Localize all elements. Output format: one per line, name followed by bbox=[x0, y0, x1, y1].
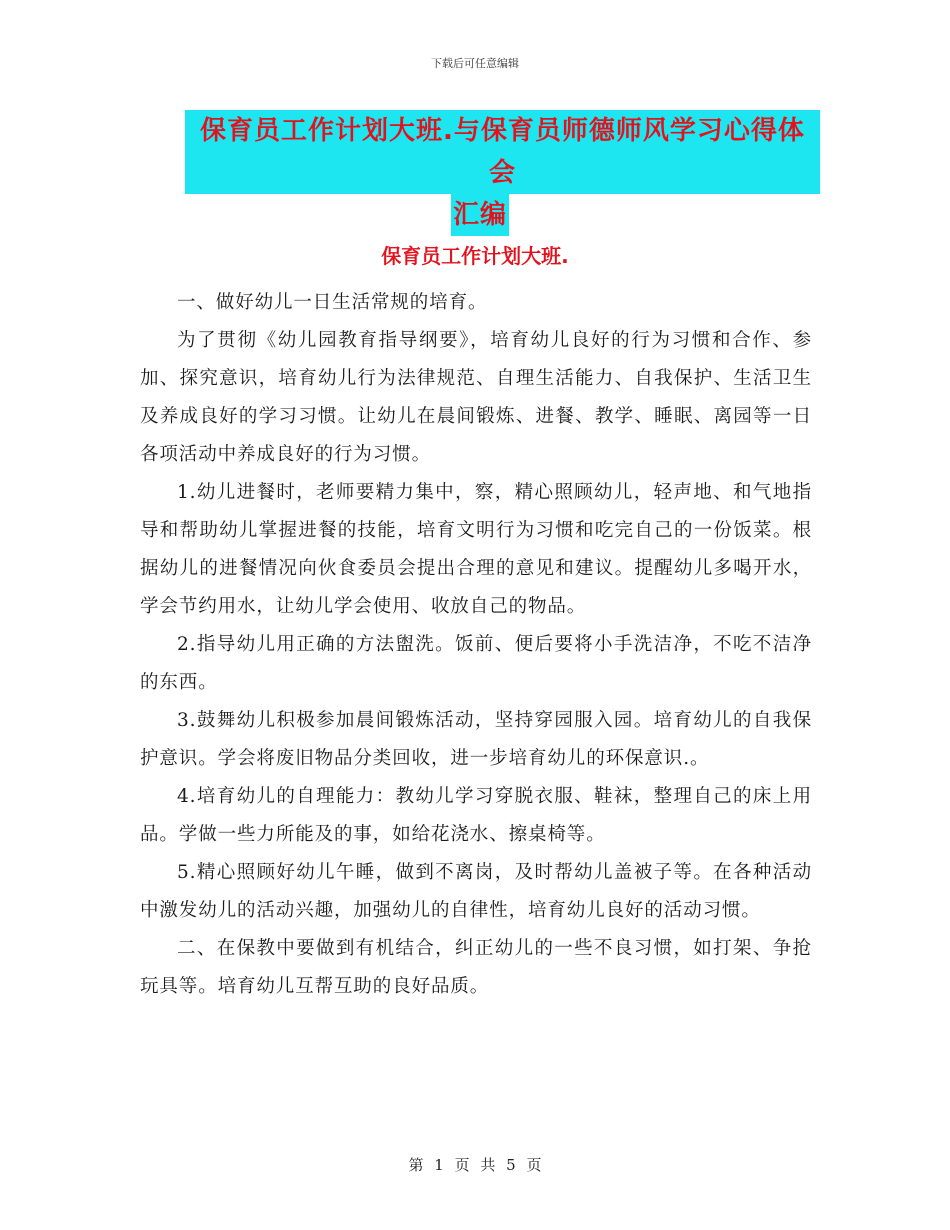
paragraph: 一、做好幼儿一日生活常规的培育。 bbox=[177, 292, 488, 313]
paragraph: 二、在保教中要做到有机结合，纠正幼儿的一些不良习惯，如打架、争抢玩具等。培育幼儿互帮互助的良好品质。 bbox=[140, 938, 812, 997]
title-line-2: 汇编 bbox=[451, 194, 509, 236]
paragraph: 3.鼓舞幼儿积极参加晨间锻炼活动，坚持穿园服入园。培育幼儿的自我保护意识。学会将废旧物品分类回收，进一步培育幼儿的环保意识.。 bbox=[140, 710, 812, 769]
paragraph: 为了贯彻《幼儿园教育指导纲要》，培育幼儿良好的行为习惯和合作、参加、探究意识，培育幼儿行为法律规范、自理生活能力、自我保护、生活卫生及养成良好的学习习惯。让幼儿在晨间锻炼、进餐、教学、睡眠、离园等一日各项活动中养成良好的行为习惯。 bbox=[140, 330, 812, 465]
paragraph: 5.精心照顾好幼儿午睡，做到不离岗，及时帮幼儿盖被子等。在各种活动中激发幼儿的活动兴趣，加强幼儿的自律性，培育幼儿良好的活动习惯。 bbox=[140, 862, 812, 921]
page-header-note: 下载后可任意编辑 bbox=[431, 57, 519, 70]
paragraph: 2.指导幼儿用正确的方法盥洗。饭前、便后要将小手洗洁净，不吃不洁净的东西。 bbox=[140, 634, 812, 693]
page-footer: 第 1 页 共 5 页 bbox=[408, 1156, 542, 1174]
paragraph: 1.幼儿进餐时，老师要精力集中，察，精心照顾幼儿，轻声地、和气地指导和帮助幼儿掌握进餐的技能，培育文明行为习惯和吃完自己的一份饭菜。根据幼儿的进餐情况向伙食委员会提出合理的意见和建议。提醒幼儿多喝开水，学会节约用水，让幼儿学会使用、收放自己的物品。 bbox=[140, 482, 812, 617]
title-line-1: 保育员工作计划大班.与保育员师德师风学习心得体会 bbox=[185, 110, 820, 194]
paragraph: 4.培育幼儿的自理能力：教幼儿学习穿脱衣服、鞋袜，整理自己的床上用品。学做一些力所能及的事，如给花浇水、擦桌椅等。 bbox=[140, 786, 812, 845]
document-body bbox=[140, 284, 812, 1006]
document-title bbox=[140, 110, 820, 236]
section-heading: 保育员工作计划大班. bbox=[381, 244, 569, 268]
